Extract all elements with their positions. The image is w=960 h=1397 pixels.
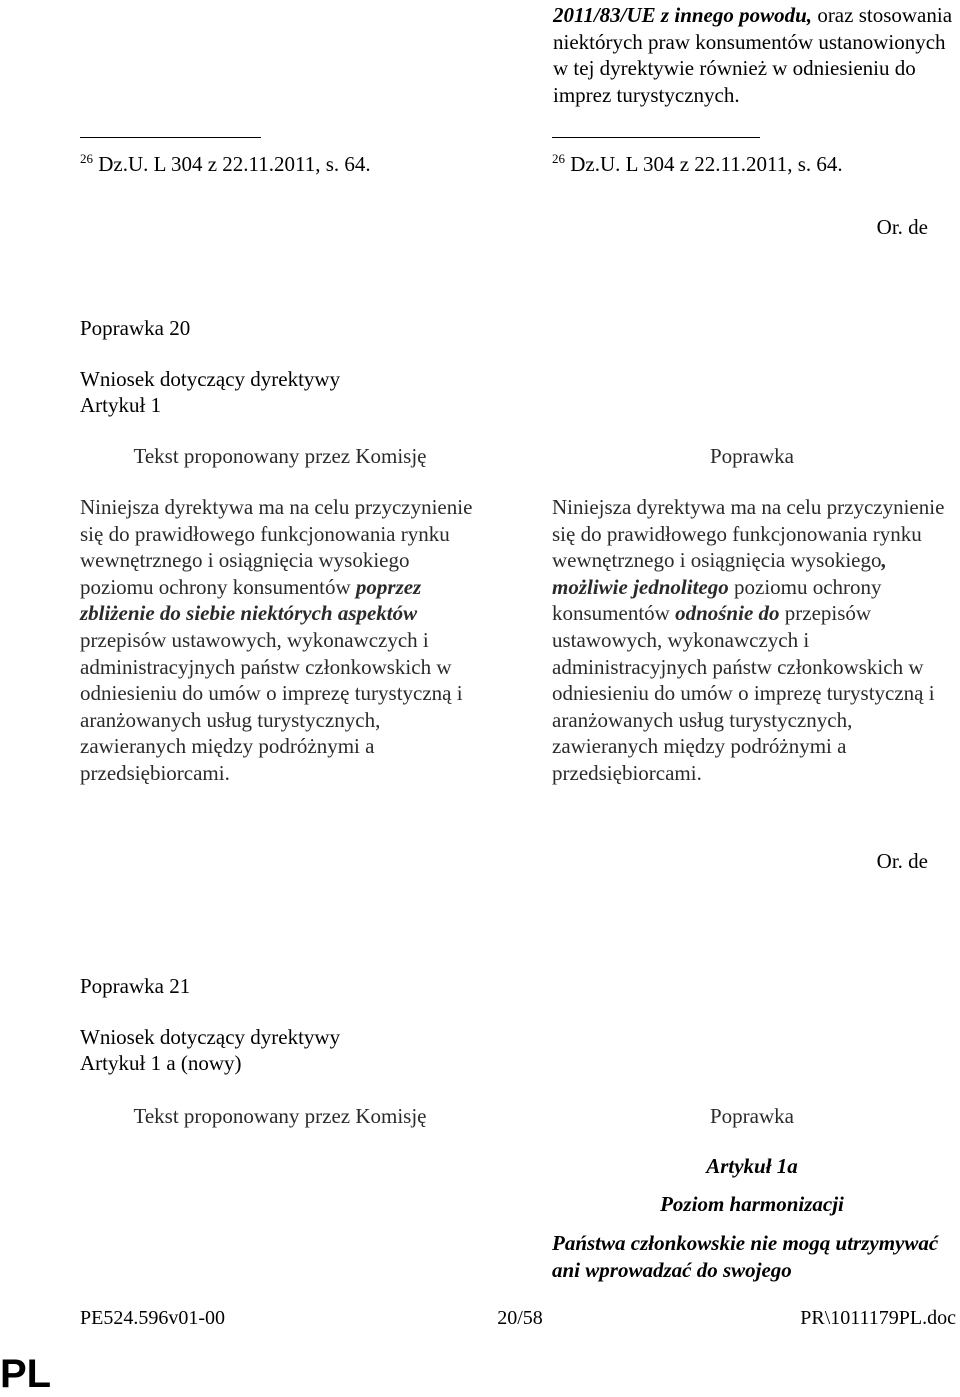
column-header-commission: Tekst proponowany przez Komisję: [133, 444, 427, 468]
footnote-separator-left: [80, 137, 261, 138]
footer-page-number: 20/58: [497, 1307, 543, 1329]
proposal-label: Wniosek dotyczący dyrektywy: [80, 367, 341, 391]
amendment-text: [552, 494, 952, 787]
new-article-number: [552, 1153, 952, 1180]
amendment-title: Poprawka 20: [80, 316, 191, 340]
new-article-text-content: Państwa członkowskie nie mogą utrzymywać ani wprowadzać do swojego: [552, 1231, 939, 1282]
footnote-left: [80, 151, 371, 178]
commission-text-part: Niniejsza dyrektywa ma na celu przyczynienie się do prawidłowego funkcjonowania rynku wewnętrznego i osiągnięcia wysokiego poziomu ochrony konsumentów: [80, 495, 473, 599]
continuation-emphasis: 2011/83/UE z innego powodu,: [553, 3, 813, 27]
amendment-text-emphasis: odnośnie do: [675, 601, 780, 626]
new-article-title: [552, 1191, 952, 1218]
commission-text-emphasis: poprzez zbliżenie do siebie niektórych aspektów: [80, 574, 422, 626]
amendment-text-part: przepisów ustawowych, wykonawczych i administracyjnych państw członkowskich w odniesieniu do umów o imprezę turystyczną i aranżowanych usług turystycznych, zawieranych między podróżnymi a przedsiębiorcami.: [552, 601, 935, 785]
amendment-text-part: poziomu ochrony konsumentów: [552, 574, 882, 626]
new-article-text: [552, 1230, 952, 1283]
footer-document-code: PE524.596v01-00: [80, 1307, 225, 1329]
amendment-title: Poprawka 21: [80, 974, 191, 998]
commission-text: [80, 494, 480, 787]
new-article-title-text: Poziom harmonizacji: [660, 1192, 844, 1216]
article-label: Artykuł 1 a (nowy): [80, 1051, 242, 1075]
column-header-commission: Tekst proponowany przez Komisję: [133, 1104, 427, 1128]
footnote-number: 26: [80, 151, 93, 166]
amendment-text-part: Niniejsza dyrektywa ma na celu przyczynienie się do prawidłowego funkcjonowania rynku wewnętrznego i osiągnięcia wysokiego: [552, 495, 945, 573]
column-header-amendment: Poprawka: [710, 1104, 794, 1128]
continuation-paragraph: [553, 2, 953, 108]
origin-language: Or. de: [876, 215, 928, 239]
column-header-amendment: Poprawka: [710, 444, 794, 468]
new-article-number-text: Artykuł 1a: [706, 1154, 798, 1178]
footnote-separator-right: [552, 137, 760, 138]
continuation-text: oraz stosowania niektórych praw konsumentów ustanowionych w tej dyrektywie również w odniesieniu do imprez turystycznych.: [553, 3, 953, 107]
footnote-text: Dz.U. L 304 z 22.11.2011, s. 64.: [93, 152, 371, 176]
footer-file-name: PR\1011179PL.doc: [800, 1307, 956, 1329]
footnote-text: Dz.U. L 304 z 22.11.2011, s. 64.: [565, 152, 843, 176]
commission-text-part: przepisów ustawowych, wykonawczych i administracyjnych państw członkowskich w odniesieniu do umów o imprezę turystyczną i aranżowanych usług turystycznych, zawieranych między podróżnymi a przedsiębiorcami.: [80, 627, 463, 785]
origin-language: Or. de: [876, 849, 928, 873]
proposal-label: Wniosek dotyczący dyrektywy: [80, 1025, 341, 1049]
footnote-right: [552, 151, 843, 178]
footer-language-code: PL: [0, 1352, 52, 1396]
footnote-number: 26: [552, 151, 565, 166]
article-label: Artykuł 1: [80, 393, 162, 417]
amendment-text-emphasis: , możliwie jednolitego: [552, 548, 887, 599]
